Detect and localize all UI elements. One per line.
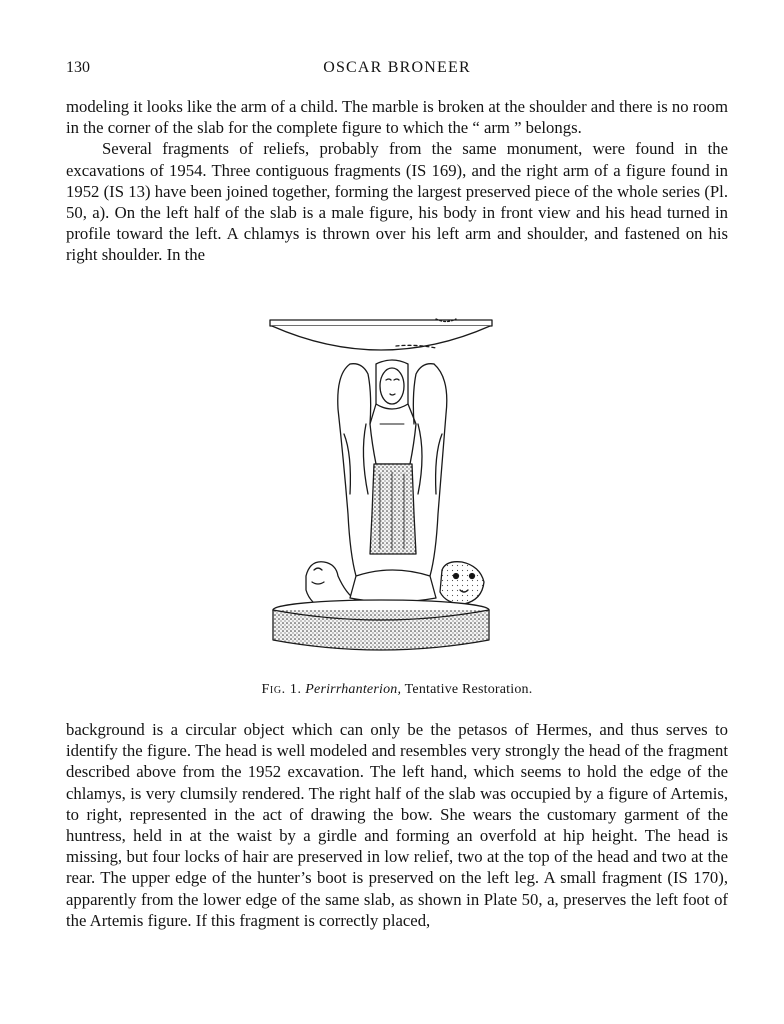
figure-caption bbox=[66, 682, 728, 698]
page-number: 130 bbox=[66, 59, 90, 76]
caption-italic-title: Perirrhanterion, bbox=[305, 682, 402, 697]
running-head bbox=[66, 59, 728, 81]
paragraph: background is a circular object which can only be the petasos of Hermes, and thus serves to identify the figure. The head is well modeled and resembles very strongly the head of the fragment described above from the 1952 excavation. The left hand, which seems to hold the edge of the chlamys, is very clumsily rendered. The right half of the slab was occupied by a figure of Artemis, to right, represented in the act of drawing the bow. She wears the customary garment of the huntress, held in at the waist by a girdle and forming an overfold at hip height. The head is missing, but four locks of hair are preserved in low relief, two at the top of the head and two at the rear. The upper edge of the hunter’s boot is preserved on the left leg. A small fragment (IS 170), apparently from the lower edge of the same slab, as shown in Plate 50, a, preserves the left foot of the Artemis figure. If this fragment is correctly placed, bbox=[66, 720, 728, 930]
body-text-top bbox=[66, 96, 728, 266]
figure-perirrhanterion bbox=[266, 314, 496, 664]
caption-label: Fig. 1. bbox=[261, 682, 302, 697]
body-text-bottom bbox=[66, 719, 728, 931]
running-title: OSCAR BRONEER bbox=[323, 59, 471, 76]
paragraph: modeling it looks like the arm of a child. The marble is broken at the shoulder and there is no room in the corner of the slab for the complete figure to which the “ arm ” belongs. bbox=[66, 97, 728, 138]
caption-text: Tentative Restoration. bbox=[404, 682, 533, 697]
paragraph: Several fragments of reliefs, probably from the same monument, were found in the excavations of 1954. Three contiguous fragments (IS 169), and the right arm of a figure found in 1952 (IS 13) have been joined together, forming the largest preserved piece of the whole series (Pl. 50, a). On the left half of the slab is a male figure, his body in front view and his head turned in profile toward the left. A chlamys is thrown over his left arm and shoulder, and fastened on his right shoulder. In the bbox=[66, 139, 728, 265]
perirrhanterion-drawing bbox=[266, 314, 496, 664]
